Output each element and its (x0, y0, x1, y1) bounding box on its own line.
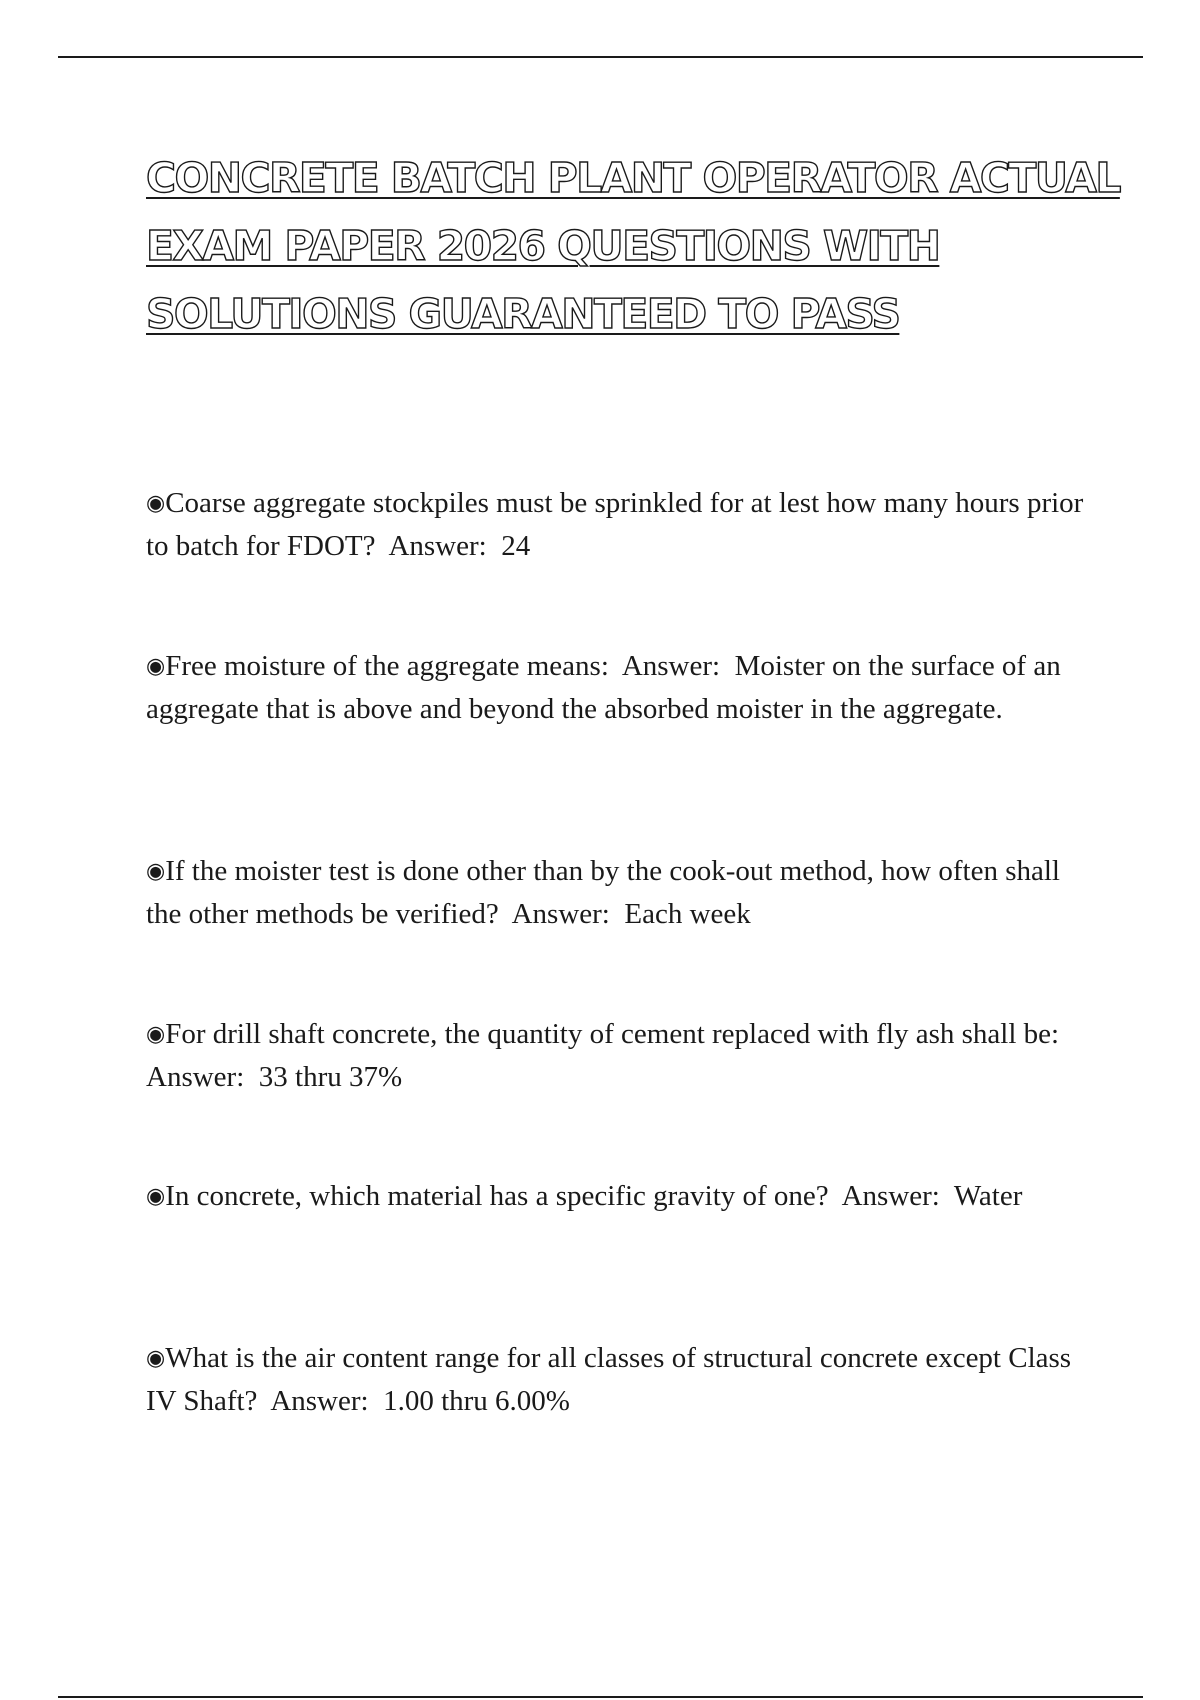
answer-label: Answer: (388, 530, 487, 562)
bullet-icon: ◉ (146, 859, 166, 884)
qa-item-6 (146, 1337, 1096, 1423)
answer-text: 33 thru 37% (258, 1061, 403, 1093)
qa-item-4 (146, 1013, 1096, 1099)
answer-label: Answer: (146, 1061, 245, 1093)
question-text: If the moister test is done other than by the cook-out method, how often shall the other methods be verified? (146, 855, 1068, 930)
bullet-icon: ◉ (146, 1022, 166, 1047)
document-title (146, 144, 1120, 348)
question-text: In concrete, which material has a specific gravity of one? (165, 1180, 829, 1212)
bullet-icon: ◉ (146, 1346, 166, 1371)
bullet-icon: ◉ (146, 654, 166, 679)
bullet-icon: ◉ (146, 1184, 166, 1209)
answer-text: 1.00 thru 6.00% (383, 1385, 570, 1417)
bullet-icon: ◉ (146, 491, 166, 516)
answer-text: Moister on the surface of an aggregate that is above and beyond the absorbed moister in the aggregate. (146, 650, 1068, 725)
top-rule (58, 56, 1143, 58)
question-text: Free moisture of the aggregate means: (165, 650, 609, 682)
qa-item-5 (146, 1175, 1096, 1218)
answer-label: Answer: (270, 1385, 369, 1417)
qa-item-3 (146, 850, 1096, 936)
title-line-1: CONCRETE BATCH PLANT OPERATOR ACTUAL (146, 154, 1120, 202)
answer-text: Water (953, 1180, 1023, 1212)
answer-label: Answer: (621, 650, 721, 682)
question-text: What is the air content range for all classes of structural concrete except Class IV Shaft? (146, 1342, 1079, 1417)
question-text: For drill shaft concrete, the quantity of cement replaced with fly ash shall be: (165, 1018, 1060, 1050)
qa-item-2 (146, 645, 1096, 731)
title-line-2: EXAM PAPER 2026 QUESTIONS WITH (146, 222, 940, 270)
answer-text: Each week (624, 898, 751, 930)
answer-text: 24 (501, 530, 531, 562)
answer-label: Answer: (511, 898, 610, 930)
answer-label: Answer: (841, 1180, 940, 1212)
qa-item-1 (146, 482, 1096, 568)
question-text: Coarse aggregate stockpiles must be sprinkled for at lest how many hours prior to batch for FDOT? (146, 487, 1091, 562)
title-line-3: SOLUTIONS GUARANTEED TO PASS (146, 290, 900, 338)
bottom-rule (58, 1696, 1143, 1698)
